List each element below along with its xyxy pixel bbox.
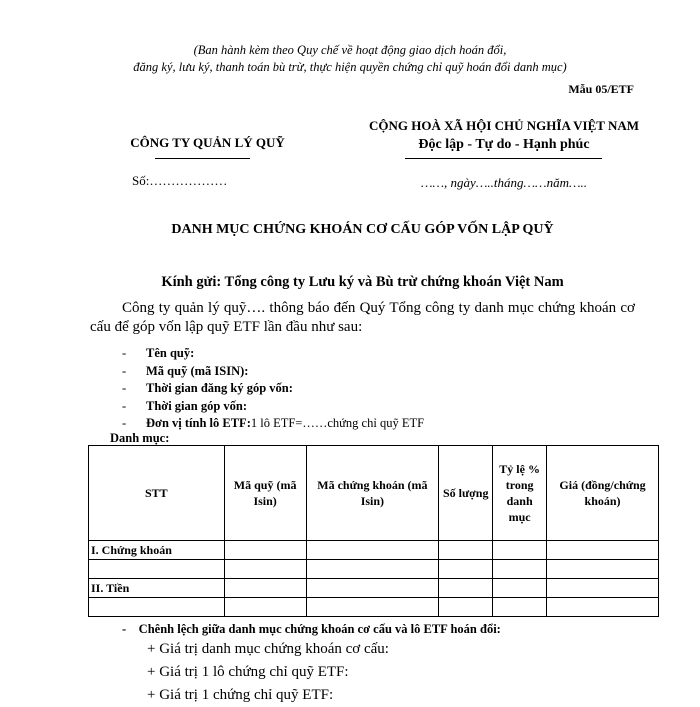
document-title: DANH MỤC CHỨNG KHOÁN CƠ CẤU GÓP VỐN LẬP QUỸ <box>171 222 554 237</box>
table-cell: I. Chứng khoán <box>89 541 225 560</box>
list-item <box>122 415 424 433</box>
bullet-dash: - <box>122 346 127 360</box>
table-cell <box>547 560 659 579</box>
table-cell <box>493 579 547 598</box>
table-cell <box>89 560 225 579</box>
table-header-row <box>89 446 659 541</box>
list-item: + Giá trị 1 lô chứng chỉ quỹ ETF: <box>147 664 349 680</box>
list-item: + Giá trị danh mục chứng khoán cơ cấu: <box>147 641 389 657</box>
column-header-quantity: Số lượng <box>439 446 493 541</box>
date-line: ……, ngày…..tháng……năm….. <box>420 175 588 190</box>
table-cell <box>306 560 439 579</box>
form-code: Mẫu 05/ETF <box>568 82 634 96</box>
national-motto: Độc lập - Tự do - Hạnh phúc <box>418 137 590 152</box>
list-item <box>122 398 424 416</box>
fund-isin-label: Mã quỹ (mã ISIN): <box>146 363 249 378</box>
list-item <box>122 380 424 398</box>
portfolio-label: Danh mục: <box>110 431 170 445</box>
contribution-period-label: Thời gian góp vốn: <box>146 398 248 413</box>
national-title: CỘNG HOÀ XÃ HỘI CHỦ NGHĨA VIỆT NAM <box>368 118 640 133</box>
table-cell <box>439 598 493 617</box>
addressee: Kính gửi: Tổng công ty Lưu ký và Bù trừ chứng khoán Việt Nam <box>161 274 564 290</box>
regulation-note <box>0 42 700 76</box>
regulation-note-line-1: (Ban hành kèm theo Quy chế về hoạt động giao dịch hoán đổi, <box>193 43 507 57</box>
company-underline <box>155 158 250 159</box>
motto-underline <box>405 158 602 159</box>
bullet-dash: - <box>122 622 127 636</box>
table-cell <box>306 579 439 598</box>
table-cell: II. Tiền <box>89 579 225 598</box>
registration-period-label: Thời gian đăng ký góp vốn: <box>146 381 293 395</box>
document-number: Số:……………… <box>132 173 228 188</box>
table-row <box>89 560 659 579</box>
regulation-note-line-2: đăng ký, lưu ký, thanh toán bù trừ, thực hiện quyền chứng chỉ quỹ hoán đổi danh mục) <box>133 60 567 74</box>
column-header-ratio: Tỷ lệ % trong danh mục <box>493 446 547 541</box>
bullet-dash: - <box>122 416 127 430</box>
table-cell <box>547 579 659 598</box>
fund-info-list <box>122 345 424 433</box>
bullet-dash: - <box>122 381 127 395</box>
column-header-fund-code: Mã quỹ (mã Isin) <box>224 446 306 541</box>
table-cell <box>493 598 547 617</box>
table-cell <box>224 560 306 579</box>
company-name: CÔNG TY QUẢN LÝ QUỸ <box>130 135 285 150</box>
table-cell <box>493 560 547 579</box>
table-cell <box>493 541 547 560</box>
table-cell <box>306 598 439 617</box>
difference-list <box>147 638 389 707</box>
column-header-stt: STT <box>89 446 225 541</box>
portfolio-table <box>88 445 659 617</box>
difference-heading-text: Chênh lệch giữa danh mục chứng khoán cơ cấu và lô ETF hoán đổi: <box>138 622 501 636</box>
table-cell <box>224 579 306 598</box>
table-row <box>89 579 659 598</box>
bullet-dash: - <box>122 398 127 413</box>
fund-name-label: Tên quỹ: <box>146 346 195 360</box>
table-cell <box>89 598 225 617</box>
body-paragraph: Công ty quản lý quỹ…. thông báo đến Quý Tổng công ty danh mục chứng khoán cơ cấu để góp vốn lập quỹ ETF lần đầu như sau: <box>90 300 635 335</box>
column-header-security-code: Mã chứng khoán (mã Isin) <box>306 446 439 541</box>
list-item <box>122 363 424 381</box>
list-item <box>122 345 424 363</box>
table-cell <box>439 541 493 560</box>
etf-lot-unit-label: Đơn vị tính lô ETF: <box>146 416 251 430</box>
table-cell <box>547 541 659 560</box>
bullet-dash: - <box>122 363 127 378</box>
table-row <box>89 598 659 617</box>
table-cell <box>224 598 306 617</box>
table-cell <box>224 541 306 560</box>
list-item: + Giá trị 1 chứng chỉ quỹ ETF: <box>147 687 334 703</box>
etf-lot-unit-value: 1 lô ETF=……chứng chỉ quỹ ETF <box>250 416 425 430</box>
column-header-price: Giá (đồng/chứng khoán) <box>547 446 659 541</box>
table-cell <box>306 541 439 560</box>
table-cell <box>439 579 493 598</box>
table-row <box>89 541 659 560</box>
difference-heading <box>122 622 501 637</box>
table-cell <box>439 560 493 579</box>
table-cell <box>547 598 659 617</box>
